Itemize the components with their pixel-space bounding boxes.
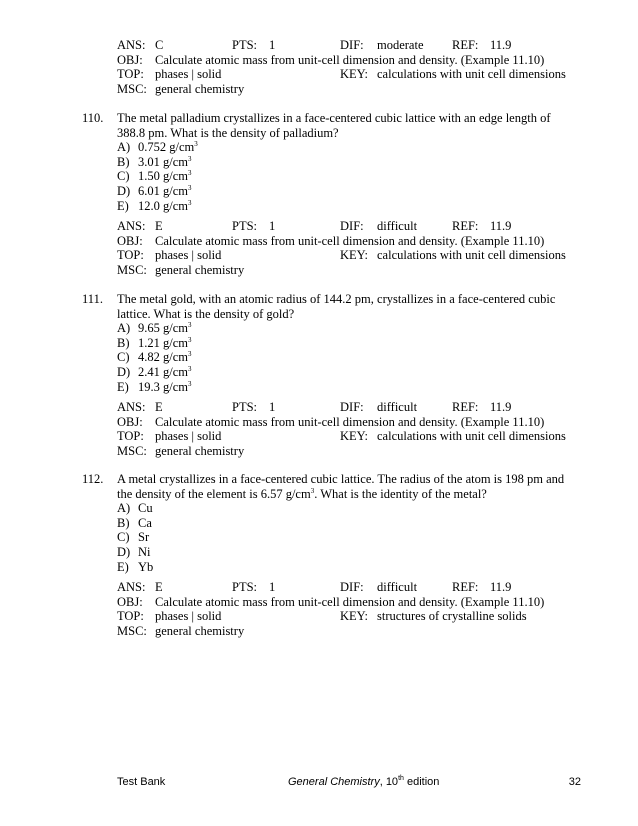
pts-label: PTS:: [232, 219, 258, 233]
ans-label: ANS:: [117, 38, 146, 52]
question-text: [117, 472, 579, 501]
choice-e: [117, 560, 582, 575]
ans-label: ANS:: [117, 219, 146, 233]
dif-label: DIF:: [340, 219, 364, 233]
choice-list: [117, 140, 582, 213]
question-number: 111.: [82, 292, 103, 306]
choice-sup: 3: [188, 154, 192, 163]
choice-letter: C): [117, 350, 130, 365]
choice-a: [117, 501, 582, 516]
obj-value: Calculate atomic mass from unit-cell dimension and density. (Example 11.10): [155, 52, 545, 67]
top-label: TOP:: [117, 248, 144, 263]
key-value: calculations with unit cell dimensions: [377, 248, 566, 263]
msc-value: general chemistry: [155, 443, 245, 458]
choice-sup: 3: [188, 198, 192, 207]
pts-label: PTS:: [232, 400, 258, 414]
choice-value: Ni: [138, 544, 151, 559]
choice-letter: D): [117, 364, 131, 379]
msc-label: MSC:: [117, 81, 147, 96]
ans-value: E: [155, 580, 163, 594]
choice-value: 0.752 g/cm: [138, 140, 195, 155]
objective-row: [117, 595, 587, 610]
footer-edition-sup: th: [398, 775, 404, 782]
pts-value: 1: [269, 580, 276, 594]
choice-a: [117, 321, 582, 336]
ans-value: C: [155, 38, 164, 52]
msc-row: [117, 624, 587, 639]
choice-sup: 3: [188, 364, 192, 373]
msc-value: general chemistry: [155, 262, 245, 277]
top-label: TOP:: [117, 429, 144, 444]
top-value: phases | solid: [155, 429, 222, 444]
question-text-sup: 3: [310, 486, 315, 495]
choice-value: 19.3 g/cm: [138, 379, 188, 394]
top-value: phases | solid: [155, 67, 222, 82]
topic-row: [117, 67, 587, 82]
question-number: 110.: [82, 111, 104, 125]
answer-block-111: [117, 400, 587, 458]
ans-label: ANS:: [117, 580, 146, 594]
dif-label: DIF:: [340, 400, 364, 414]
choice-b: [117, 336, 582, 351]
footer-book-title: [288, 775, 439, 790]
choice-d: [117, 365, 582, 380]
ref-label: REF:: [452, 580, 479, 594]
ref-label: REF:: [452, 219, 479, 233]
dif-label: DIF:: [340, 580, 364, 594]
ref-label: REF:: [452, 38, 479, 52]
topic-row: [117, 248, 587, 263]
page-number: 32: [568, 776, 581, 788]
top-label: TOP:: [117, 67, 144, 82]
key-value: calculations with unit cell dimensions: [377, 67, 566, 82]
key-label: KEY:: [340, 67, 369, 82]
choice-value: 6.01 g/cm: [138, 183, 188, 198]
obj-label: OBJ:: [117, 233, 143, 248]
answer-block-112: [117, 580, 587, 638]
footer-edition-prefix: , 10: [379, 776, 399, 788]
ans-value: E: [155, 219, 163, 233]
question-text: The metal gold, with an atomic radius of 144.2 pm, crystallizes in a face-centered cubic lattice. What is the density of gold?: [117, 292, 556, 321]
choice-letter: E): [117, 379, 129, 394]
choice-value: Cu: [138, 501, 153, 516]
choice-b: [117, 155, 582, 170]
choice-c: [117, 169, 582, 184]
obj-label: OBJ:: [117, 414, 143, 429]
pts-value: 1: [269, 38, 276, 52]
ref-label: REF:: [452, 400, 479, 414]
choice-letter: D): [117, 544, 131, 559]
pts-label: PTS:: [232, 38, 258, 52]
footer-left: Test Bank: [117, 776, 166, 788]
choice-sup: 3: [188, 335, 192, 344]
choice-sup: 3: [188, 169, 192, 178]
question-text-end: . What is the identity of the metal?: [314, 486, 487, 501]
question-number: 112.: [82, 472, 104, 486]
topic-row: [117, 609, 587, 624]
choice-value: 12.0 g/cm: [138, 198, 188, 213]
choice-value: Ca: [138, 515, 152, 530]
answer-block-110: [117, 219, 587, 277]
choice-d: [117, 545, 582, 560]
choice-letter: B): [117, 515, 130, 530]
msc-label: MSC:: [117, 262, 147, 277]
pts-value: 1: [269, 219, 276, 233]
ref-value: 11.9: [490, 219, 512, 233]
msc-row: [117, 444, 587, 459]
choice-letter: E): [117, 198, 129, 213]
msc-row: [117, 82, 587, 97]
pts-value: 1: [269, 400, 276, 414]
dif-value: difficult: [377, 400, 418, 414]
msc-row: [117, 263, 587, 278]
msc-value: general chemistry: [155, 81, 245, 96]
top-value: phases | solid: [155, 609, 222, 624]
question-text-main: A metal crystallizes in a face-centered cubic lattice. The radius of the atom is 198 pm and the density of the element is 6.57 g/cm: [117, 472, 565, 501]
key-value: structures of crystalline solids: [377, 609, 527, 624]
key-label: KEY:: [340, 609, 369, 624]
topic-row: [117, 429, 587, 444]
obj-label: OBJ:: [117, 52, 143, 67]
page-footer: [117, 775, 581, 789]
top-label: TOP:: [117, 609, 144, 624]
footer-title: General Chemistry: [288, 776, 380, 788]
choice-e: [117, 199, 582, 214]
choice-sup: 3: [188, 350, 192, 359]
msc-label: MSC:: [117, 443, 147, 458]
dif-value: difficult: [377, 219, 418, 233]
answer-row: [117, 580, 587, 595]
question-112: [82, 472, 582, 574]
key-label: KEY:: [340, 248, 369, 263]
ans-value: E: [155, 400, 163, 414]
ref-value: 11.9: [490, 400, 512, 414]
objective-row: [117, 234, 587, 249]
key-label: KEY:: [340, 429, 369, 444]
question-111: [82, 292, 582, 394]
choice-letter: C): [117, 169, 130, 184]
obj-value: Calculate atomic mass from unit-cell dimension and density. (Example 11.10): [155, 233, 545, 248]
obj-label: OBJ:: [117, 594, 143, 609]
choice-value: 1.50 g/cm: [138, 169, 188, 184]
answer-block-109: [117, 38, 587, 96]
question-text: The metal palladium crystallizes in a face-centered cubic lattice with an edge length of 388.8 pm. What is the density of palladium?: [117, 111, 551, 140]
choice-value: 1.21 g/cm: [138, 335, 188, 350]
choice-letter: C): [117, 530, 130, 545]
obj-value: Calculate atomic mass from unit-cell dimension and density. (Example 11.10): [155, 414, 545, 429]
choice-letter: B): [117, 154, 130, 169]
footer-edition-suffix: edition: [403, 776, 440, 788]
choice-value: 3.01 g/cm: [138, 154, 188, 169]
answer-row: [117, 219, 587, 234]
choice-e: [117, 380, 582, 395]
choice-d: [117, 184, 582, 199]
dif-value: moderate: [377, 38, 424, 52]
obj-value: Calculate atomic mass from unit-cell dimension and density. (Example 11.10): [155, 594, 545, 609]
key-value: calculations with unit cell dimensions: [377, 429, 566, 444]
choice-a: [117, 140, 582, 155]
top-value: phases | solid: [155, 248, 222, 263]
choice-sup: 3: [194, 140, 198, 149]
question-110: [82, 111, 582, 213]
choice-letter: B): [117, 335, 130, 350]
choice-c: [117, 350, 582, 365]
choice-list: [117, 321, 582, 394]
choice-value: Yb: [138, 559, 154, 574]
objective-row: [117, 415, 587, 430]
ref-value: 11.9: [490, 38, 512, 52]
choice-list: [117, 501, 582, 574]
choice-sup: 3: [188, 183, 192, 192]
choice-letter: A): [117, 501, 131, 516]
choice-c: [117, 530, 582, 545]
msc-value: general chemistry: [155, 623, 245, 638]
choice-b: [117, 516, 582, 531]
choice-sup: 3: [188, 321, 192, 330]
dif-value: difficult: [377, 580, 418, 594]
choice-value: 9.65 g/cm: [138, 321, 188, 336]
dif-label: DIF:: [340, 38, 364, 52]
choice-letter: A): [117, 140, 131, 155]
choice-sup: 3: [188, 379, 192, 388]
choice-value: 4.82 g/cm: [138, 350, 188, 365]
msc-label: MSC:: [117, 623, 147, 638]
choice-letter: D): [117, 183, 131, 198]
answer-row: [117, 38, 587, 53]
answer-row: [117, 400, 587, 415]
choice-value: 2.41 g/cm: [138, 364, 188, 379]
choice-value: Sr: [138, 530, 150, 545]
choice-letter: A): [117, 321, 131, 336]
choice-letter: E): [117, 559, 129, 574]
ref-value: 11.9: [490, 580, 512, 594]
objective-row: [117, 53, 587, 68]
pts-label: PTS:: [232, 580, 258, 594]
ans-label: ANS:: [117, 400, 146, 414]
